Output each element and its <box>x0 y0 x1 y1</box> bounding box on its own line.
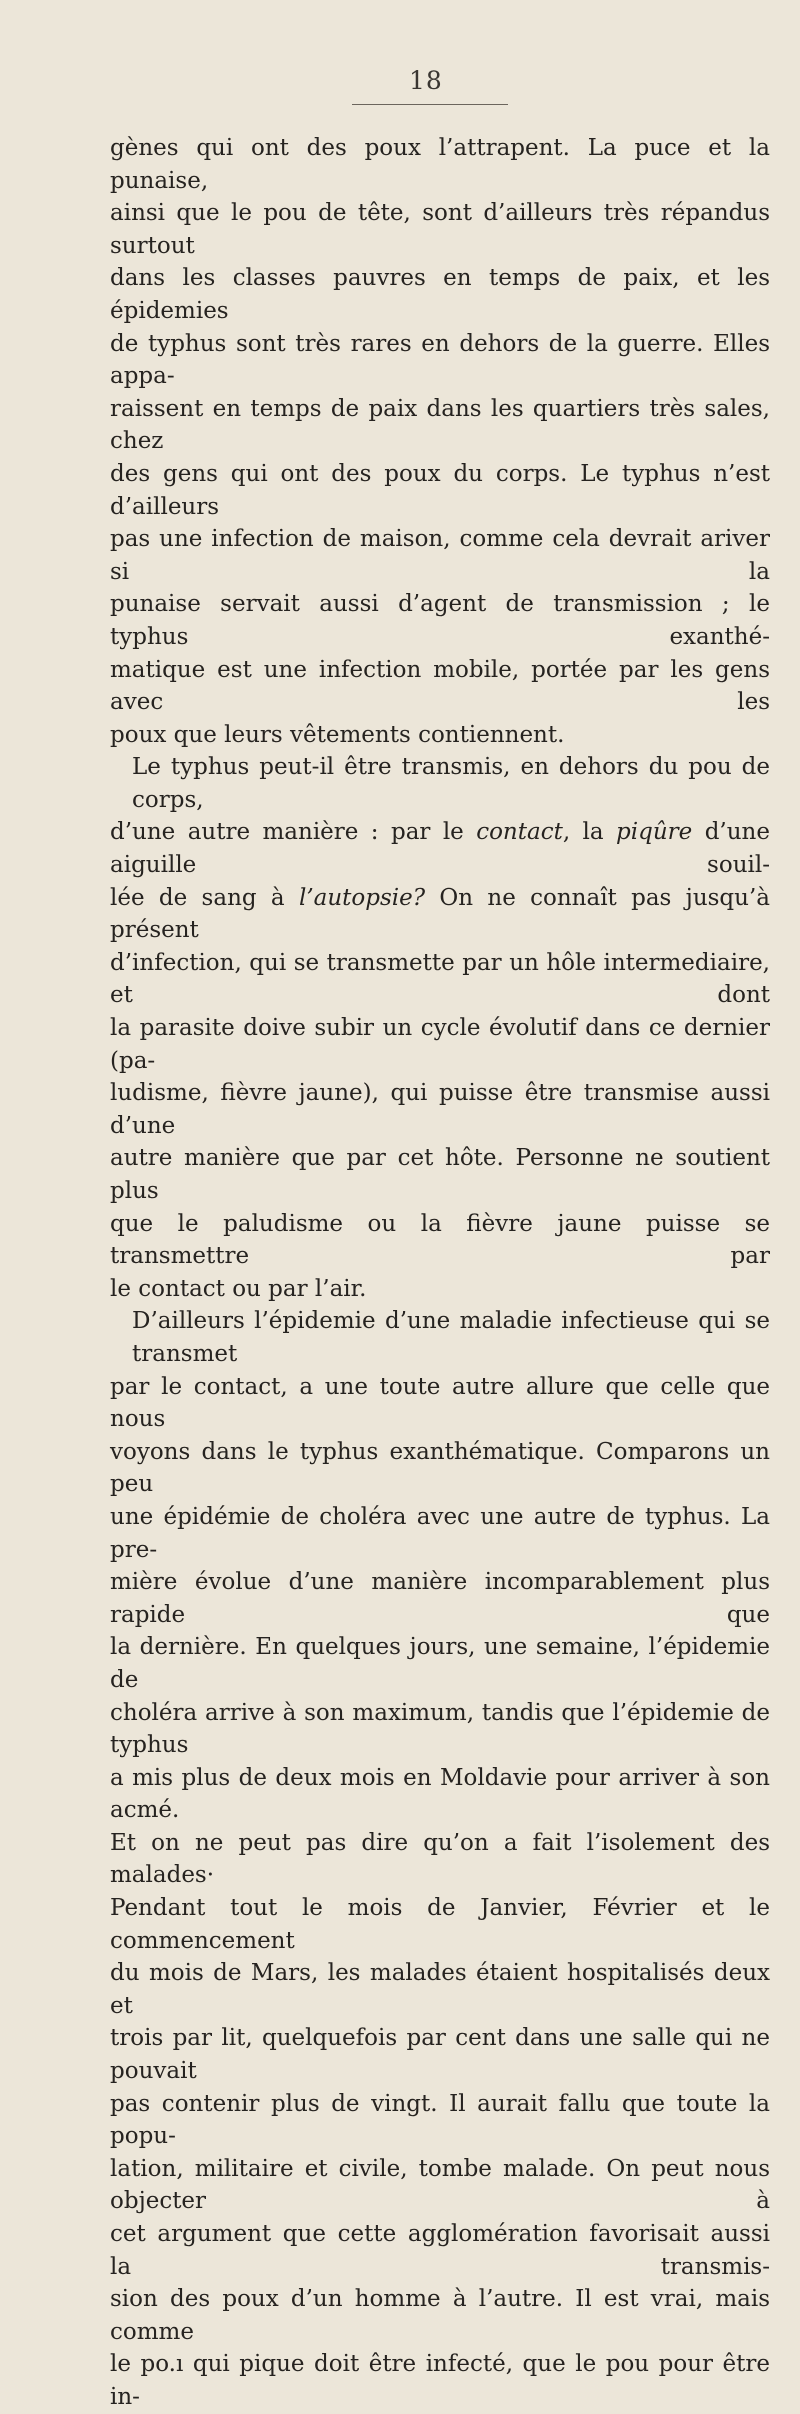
text-segment: On ne connaît pas jusqu’à présent <box>110 884 770 944</box>
text-line: ludisme, fièvre jaune), qui puisse être transmise aussi d’une <box>110 1080 770 1139</box>
text-line: autre manière que par cet hôte. Personne ne soutient plus <box>110 1145 770 1204</box>
text-line: pas contenir plus de vingt. Il aurait fallu que toute la popu- <box>110 2090 770 2150</box>
text-line: une épidémie de choléra avec une autre de typhus. La pre- <box>110 1503 770 1563</box>
text-line: D’ailleurs l’épidemie d’une maladie infectieuse qui se transmet <box>132 1308 770 1367</box>
text-line: Et on ne peut pas dire qu’on a fait l’isolement des malades· <box>110 1829 770 1889</box>
text-line: cet argument que cette agglomération favorisait aussi la transmis- <box>110 2221 770 2280</box>
header-rule <box>352 104 508 105</box>
text-line: trois par lit, quelquefois par cent dans une salle qui ne pouvait <box>110 2025 770 2085</box>
text-line: des gens qui ont des poux du corps. Le typhus n’est d’ailleurs <box>110 460 770 520</box>
text-line: raissent en temps de paix dans les quartiers très sales, chez <box>110 395 770 455</box>
page-number: 18 <box>409 66 443 95</box>
text-line: la parasite doive subir un cycle évolutif dans ce dernier (pa- <box>110 1015 770 1074</box>
text-line: Le typhus peut-il être transmis, en dehors du pou de corps, <box>132 754 770 813</box>
text-line: le po.ı qui pique doit être infecté, que le pou pour être in- <box>110 2351 770 2410</box>
text-line: matique est une infection mobile, portée par les gens avec les <box>110 656 770 716</box>
text-line: Pendant tout le mois de Janvier, Février et le commencement <box>110 1895 770 1954</box>
text-line: la dernière. En quelques jours, une semaine, l’épidemie de <box>110 1634 770 1693</box>
text-line: mière évolue d’une manière incomparablement plus rapide que <box>110 1569 770 1628</box>
text-line <box>110 816 770 881</box>
text-line: lation, militaire et civile, tombe malade. On peut nous objecter à <box>110 2155 770 2215</box>
text-line: sion des poux d’un homme à l’autre. Il est vrai, mais comme <box>110 2286 770 2345</box>
body-text <box>110 132 770 2414</box>
text-line: dans les classes pauvres en temps de paix, et les épidemies <box>110 265 770 324</box>
text-line: gènes qui ont des poux l’attrapent. La puce et la punaise, <box>110 135 770 194</box>
text-line: de typhus sont très rares en dehors de la guerre. Elles appa- <box>110 330 770 390</box>
text-segment: , la <box>562 819 617 846</box>
text-line: a mis plus de deux mois en Moldavie pour arriver à son acmé. <box>110 1764 770 1824</box>
text-line: poux que leurs vêtements contiennent. <box>110 721 565 748</box>
italic-term: piqûre <box>616 819 693 846</box>
text-line: le contact ou par l’air. <box>110 1275 367 1302</box>
text-line: pas une infection de maison, comme cela devrait ariver si la <box>110 526 770 585</box>
text-line: que le paludisme ou la fièvre jaune puisse se transmettre par <box>110 1210 770 1270</box>
text-line: par le contact, a une toute autre allure que celle que nous <box>110 1373 770 1433</box>
text-segment: d’une aiguille souil- <box>110 819 770 879</box>
italic-term: l’autopsie? <box>298 884 426 911</box>
italic-term: contact <box>476 819 563 846</box>
text-segment: lée de sang à <box>110 884 299 911</box>
text-line: voyons dans le typhus exanthématique. Comparons un peu <box>110 1438 770 1498</box>
text-line: d’infection, qui se transmette par un hôle intermediaire, et dont <box>110 949 770 1009</box>
text-line: du mois de Mars, les malades étaient hospitalisés deux et <box>110 1960 770 2019</box>
text-line: punaise servait aussi d’agent de transmission ; le typhus exanthé- <box>110 591 770 650</box>
text-line <box>110 882 770 947</box>
text-line: choléra arrive à son maximum, tandis que l’épidemie de typhus <box>110 1699 770 1759</box>
text-segment: d’une autre manière : par le <box>110 819 477 846</box>
text-line: ainsi que le pou de tête, sont d’ailleurs très répandus surtout <box>110 200 770 259</box>
